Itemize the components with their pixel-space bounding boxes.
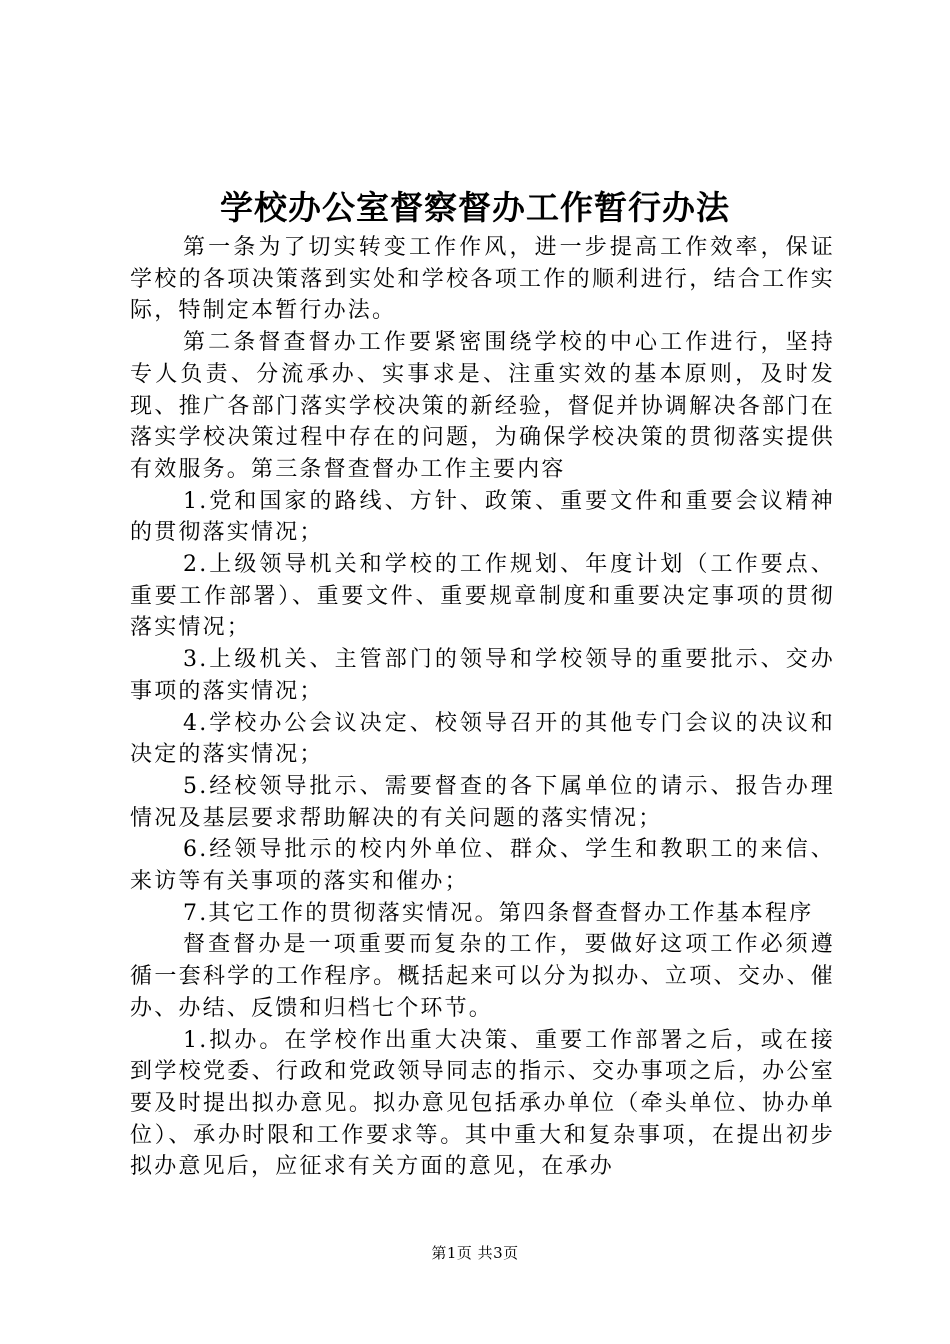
list-item: 6.经领导批示的校内外单位、群众、学生和教职工的来信、来访等有关事项的落实和催办； [130, 837, 835, 895]
paragraph: 第一条为了切实转变工作作风，进一步提高工作效率，保证学校的各项决策落到实处和学校各项工作的顺利进行，结合工作实际，特制定本暂行办法。 [130, 235, 835, 324]
list-item: 1.党和国家的路线、方针、政策、重要文件和重要会议精神的贯彻落实情况； [130, 488, 835, 546]
paragraph: 督查督办是一项重要而复杂的工作，要做好这项工作必须遵循一套科学的工作程序。概括起来可以分为拟办、立项、交办、催办、办结、反馈和归档七个环节。 [130, 932, 835, 1021]
page-number: 第1页 共3页 [431, 1244, 519, 1262]
document-body [130, 232, 835, 1183]
list-item: 7.其它工作的贯彻落实情况。第四条督查督办工作基本程序 [183, 900, 814, 926]
list-item: 4.学校办公会议决定、校领导召开的其他专门会议的决议和决定的落实情况； [130, 710, 835, 768]
list-item: 1.拟办。在学校作出重大决策、重要工作部署之后，或在接到学校党委、行政和党政领导同志的指示、交办事项之后，办公室要及时提出拟办意见。拟办意见包括承办单位（牵头单位、协办单位）、承办时限和工作要求等。其中重大和复杂事项，在提出初步拟办意见后，应征求有关方面的意见，在承办 [130, 1027, 835, 1180]
list-item: 5.经校领导批示、需要督查的各下属单位的请示、报告办理情况及基层要求帮助解决的有关问题的落实情况； [130, 773, 835, 831]
list-item: 3.上级机关、主管部门的领导和学校领导的重要批示、交办事项的落实情况； [130, 647, 835, 704]
list-item: 2.上级领导机关和学校的工作规划、年度计划（工作要点、重要工作部署）、重要文件、重要规章制度和重要决定事项的贯彻落实情况； [130, 552, 835, 641]
paragraph: 第二条督查督办工作要紧密围绕学校的中心工作进行，坚持专人负责、分流承办、实事求是、注重实效的基本原则，及时发现、推广各部门落实学校决策的新经验，督促并协调解决各部门在落实学校决策过程中存在的问题，为确保学校决策的贯彻落实提供有效服务。第三条督查督办工作主要内容 [130, 330, 835, 482]
document-title: 学校办公室督察督办工作暂行办法 [220, 188, 730, 227]
